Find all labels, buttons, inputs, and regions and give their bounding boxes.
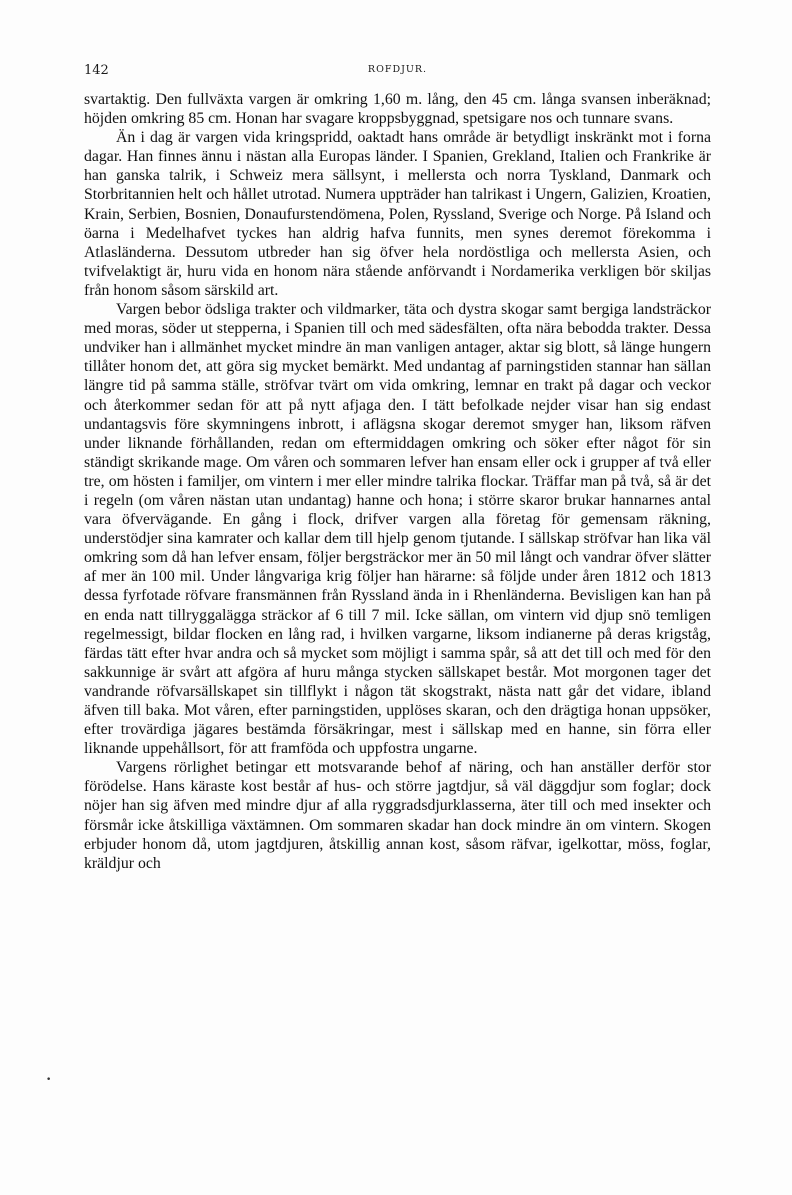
paragraph-2: Än i dag är vargen vida kringspridd, oaktadt hans område är betydligt inskränkt mot i forna dagar. Han finnes ännu i nästan alla Europas länder. I Spanien, Grekland, Italien och Frankrike är han ganska talrik, i Schweiz mera sällsynt, i mellersta och norra Tyskland, Danmark och Storbritannien helt och hållet utrotad. Numera uppträder han talrikast i Ungern, Galizien, Kroatien, Krain, Serbien, Bosnien, Donaufurstendömena, Polen, Ryssland, Sverige och Norge. På Island och öarna i Medelhafvet tyckes han aldrig hafva funnits, men synes deremot förekomma i Atlasländerna. Dessutom utbreder han sig öfver hela nordöstliga och mellersta Asien, och tvifvelaktigt är, huru vida en honom nära stående anförvandt i Nordamerika verkligen bör skiljas från honom såsom särskild art.: [84, 129, 711, 299]
page-number: 142: [84, 63, 109, 78]
running-head: ROFDJUR.: [367, 64, 428, 75]
paragraph-4: Vargens rörlighet betingar ett motsvarande behof af näring, och han anställer derför stor förödelse. Hans käraste kost består af hus- och större jagtdjur, så väl däggdjur som foglar; dock nöjer han sig äfven med mindre djur af alla ryggradsdjurklasserna, äter till och med insekter och försmår icke åtskilliga växtämnen. Om sommaren skadar han dock mindre än om vintern. Skogen erbjuder honom då, utom jagtdjuren, åtskillig annan kost, såsom räfvar, igelkottar, möss, foglar, kräldjur och: [84, 759, 711, 872]
body-text: [84, 90, 711, 873]
paragraph-3: Vargen bebor ödsliga trakter och vildmarker, täta och dystra skogar samt bergiga landsträckor med moras, söder ut stepperna, i Spanien till och med sädesfälten, ofta nära bebodda trakter. Dessa undviker han i allmänhet mycket mindre än man vanligen antager, aktar sig blott, så länge hungern tillåter honom det, att göra sig mycket bemärkt. Med undantag af parningstiden stannar han sällan längre tid på samma ställe, ströfvar tvärt om vida omkring, lemnar en trakt på dagar och veckor och återkommer sedan för att på nytt afjaga den. I tätt befolkade nejder visar han sig endast undantagsvis före skymningens inbrott, i aflägsna skogar deremot smyger han, liksom räfven under liknande förhållanden, redan om eftermiddagen omkring och söker efter något för sin ständigt skrikande mage. Om våren och sommaren lefver han ensam eller ock i grupper af två eller tre, om hösten i familjer, om vintern i mer eller mindre talrika flockar. Träffar man på två, så är det i regeln (om våren nästan utan undantag) hanne och hona; i större skaror brukar hannarnes antal vara öfvervägande. En gång i flock, drifver vargen alla företag för gemensam räkning, understödjer sina kamrater och kallar dem till hjelp genom tjutande. I sällskap ströfvar han lika väl omkring som då han lefver ensam, följer bergsträckor mer än 50 mil långt och vandrar öfver slätter af mer än 100 mil. Under långvariga krig följer han härarne: så följde under åren 1812 och 1813 dessa fyrfotade röfvare fransmännen från Ryssland ända in i Rhenländerna. Bevisligen kan han på en enda natt tillryggalägga sträckor af 6 till 7 mil. Icke sällan, om vintern vid djup snö temligen regelmessigt, bildar flocken en lång rad, i hvilken vargarne, liksom indianerne på deras krigståg, färdas tätt efter hvar andra och så mycket som möjligt i samma spår, så att det till och med för den sakkunnige är svårt att afgöra af huru många stycken sällskapet består. Mot morgonen tager det vandrande röfvarsällskapet sin tillflykt i någon tät skogstrakt, nästa natt går det vidare, ibland äfven till baka. Mot våren, efter parningstiden, upplöses skaran, och den drägtiga honan uppsöker, efter trovärdiga jägares bestämda försäkringar, mest i sällskap med en hanne, sin förra eller liknande uppehållsort, för att framföda och uppfostra ungarne.: [84, 301, 711, 758]
paragraph-1: svartaktig. Den fullväxta vargen är omkring 1,60 m. lång, den 45 cm. långa svansen inberäknad; höjden omkring 85 cm. Honan har svagare kroppsbyggnad, spetsigare nos och tunnare svans.: [84, 91, 711, 128]
page-header: [84, 63, 711, 81]
margin-mark: •: [46, 1075, 52, 1085]
